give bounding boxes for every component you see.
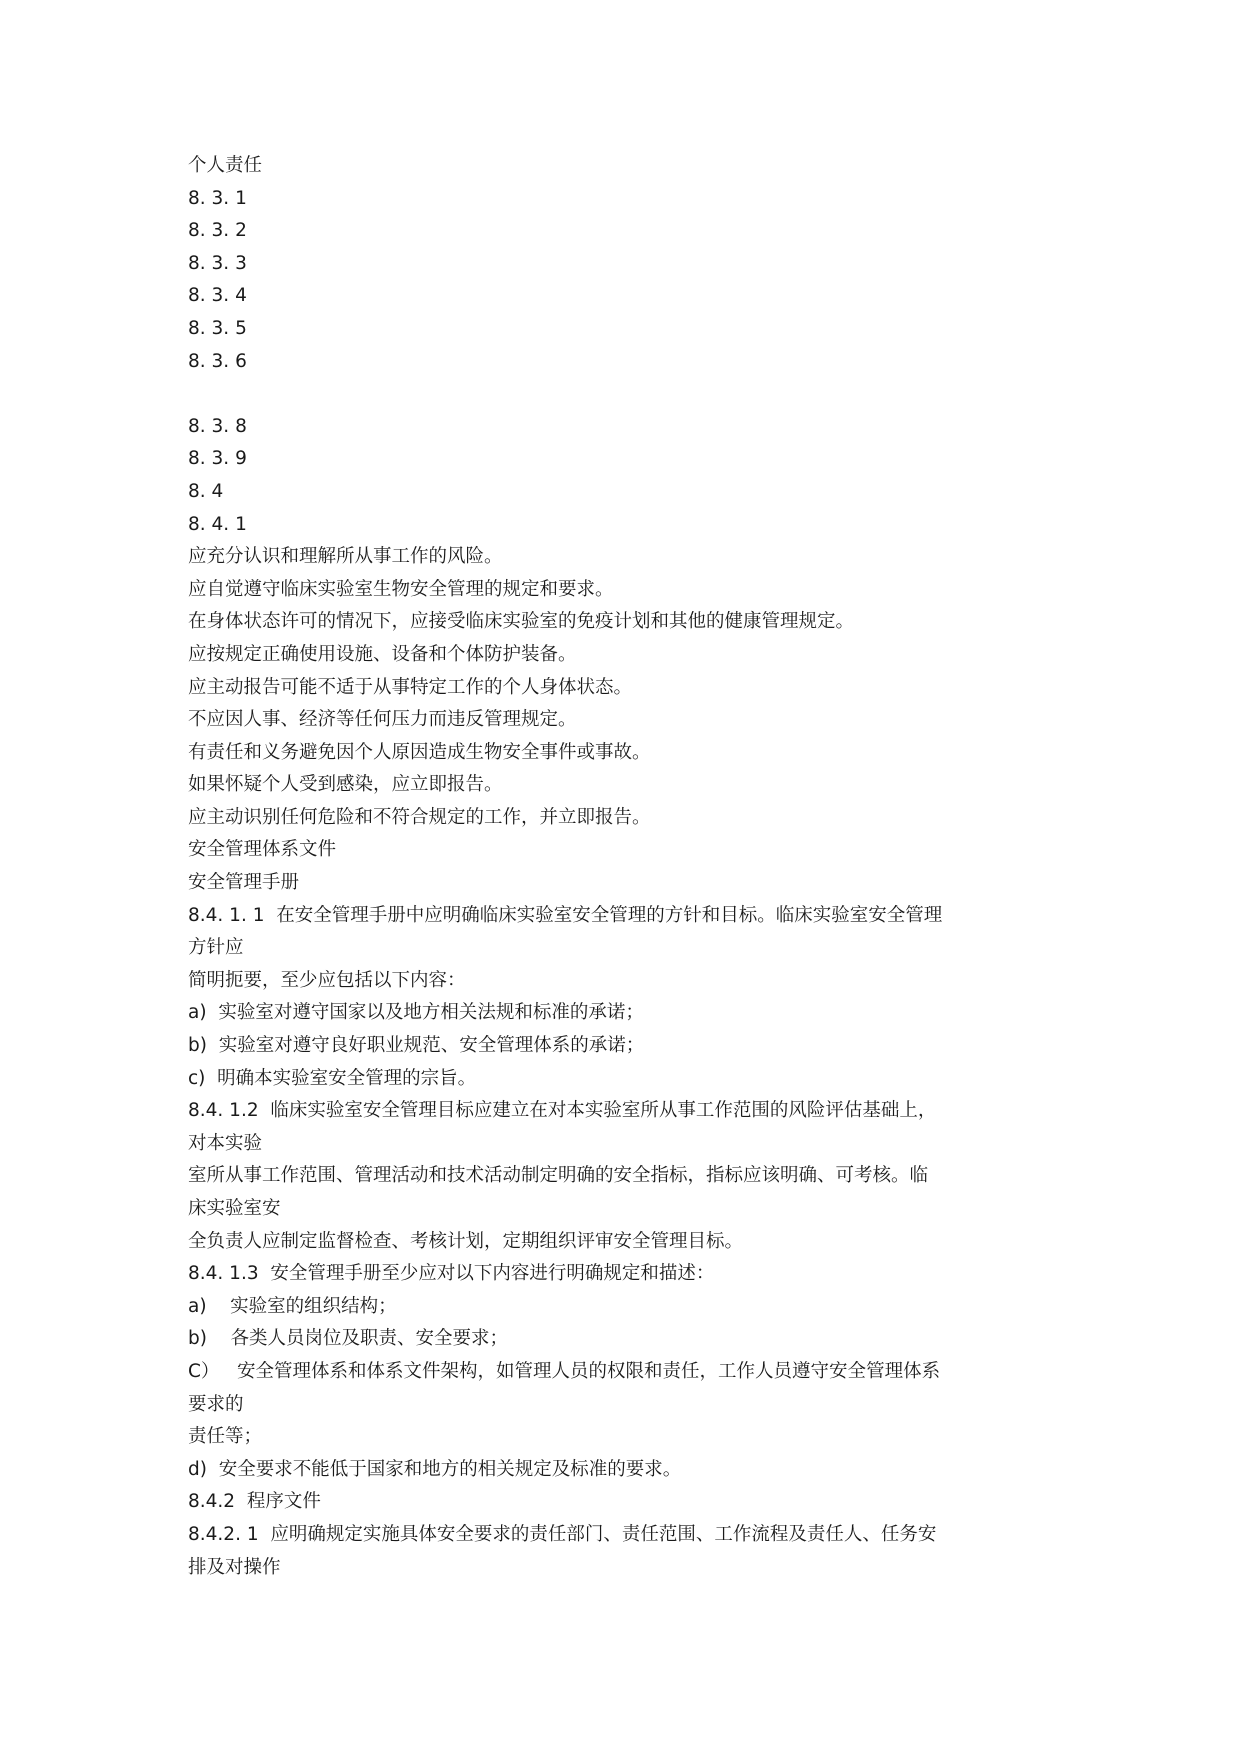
clause-number: 8. 3. 9 (188, 448, 247, 470)
paragraph-line: 不应因人事、经济等任何压力而违反管理规定。 (188, 709, 577, 731)
paragraph-line: 应充分认识和理解所从事工作的风险。 (188, 546, 503, 568)
paragraph-line: 8.4. 1. 1 在安全管理手册中应明确临床实验室安全管理的方针和目标。临床实验室安全管理 (188, 904, 943, 926)
clause-number: 8. 3. 4 (188, 285, 247, 307)
heading-safety-management-documents: 安全管理体系文件 (188, 839, 337, 861)
clause-number: 8. 4. 1 (188, 513, 247, 535)
paragraph-line: 8.4.2. 1 应明确规定实施具体安全要求的责任部门、责任范围、工作流程及责任人、任务安 (188, 1523, 937, 1545)
paragraph-line: 8.4. 1.3 安全管理手册至少应对以下内容进行明确规定和描述： (188, 1263, 715, 1285)
clause-number: 8. 3. 2 (188, 220, 247, 242)
heading-safety-management-manual: 安全管理手册 (188, 872, 300, 894)
clause-number: 8. 3. 8 (188, 415, 247, 437)
paragraph-line: 室所从事工作范围、管理活动和技术活动制定明确的安全指标，指标应该明确、可考核。临 (188, 1165, 929, 1187)
list-item: c) 明确本实验室安全管理的宗旨。 (188, 1067, 477, 1089)
section-number: 8. 4 (188, 480, 224, 502)
clause-number: 8. 3. 6 (188, 350, 247, 372)
list-item: C） 安全管理体系和体系文件架构，如管理人员的权限和责任，工作人员遵守安全管理体系 (188, 1360, 941, 1382)
list-item: b) 实验室对遵守良好职业规范、安全管理体系的承诺； (188, 1035, 645, 1057)
list-item: a) 实验室对遵守国家以及地方相关法规和标准的承诺； (188, 1002, 644, 1024)
clause-number: 8. 3. 5 (188, 317, 247, 339)
paragraph-line: 全负责人应制定监督检查、考核计划，定期组织评审安全管理目标。 (188, 1230, 744, 1252)
paragraph-line: 如果怀疑个人受到感染，应立即报告。 (188, 774, 503, 796)
heading-personal-responsibility: 个人责任 (188, 155, 263, 176)
paragraph-line: 方针应 (188, 937, 244, 959)
list-item: b) 各类人员岗位及职责、安全要求； (188, 1328, 508, 1350)
blank-line (188, 378, 1068, 411)
document-body (188, 150, 1068, 1584)
clause-number: 8. 3. 3 (188, 252, 247, 274)
paragraph-line: 应自觉遵守临床实验室生物安全管理的规定和要求。 (188, 578, 614, 600)
paragraph-line: 应主动识别任何危险和不符合规定的工作，并立即报告。 (188, 806, 651, 828)
paragraph-line: 排及对操作 (188, 1556, 281, 1578)
paragraph-line: 床实验室安 (188, 1198, 281, 1219)
paragraph-line: 在身体状态许可的情况下，应接受临床实验室的免疫计划和其他的健康管理规定。 (188, 611, 855, 633)
paragraph-line: 对本实验 (188, 1132, 263, 1154)
paragraph-line: 简明扼要，至少应包括以下内容： (188, 969, 466, 991)
clause-number: 8. 3. 1 (188, 187, 247, 209)
paragraph-line: 应主动报告可能不适于从事特定工作的个人身体状态。 (188, 676, 633, 698)
heading-procedure-documents: 8.4.2 程序文件 (188, 1491, 321, 1513)
paragraph-line: 8.4. 1.2 临床实验室安全管理目标应建立在对本实验室所从事工作范围的风险评估基础上， (188, 1100, 937, 1122)
paragraph-line: 要求的 (188, 1393, 244, 1415)
paragraph-line: 应按规定正确使用设施、设备和个体防护装备。 (188, 643, 577, 665)
list-item: a) 实验室的组织结构； (188, 1295, 397, 1317)
paragraph-line: 责任等； (188, 1426, 263, 1448)
list-item: d) 安全要求不能低于国家和地方的相关规定及标准的要求。 (188, 1458, 682, 1480)
paragraph-line: 有责任和义务避免因个人原因造成生物安全事件或事故。 (188, 741, 651, 763)
